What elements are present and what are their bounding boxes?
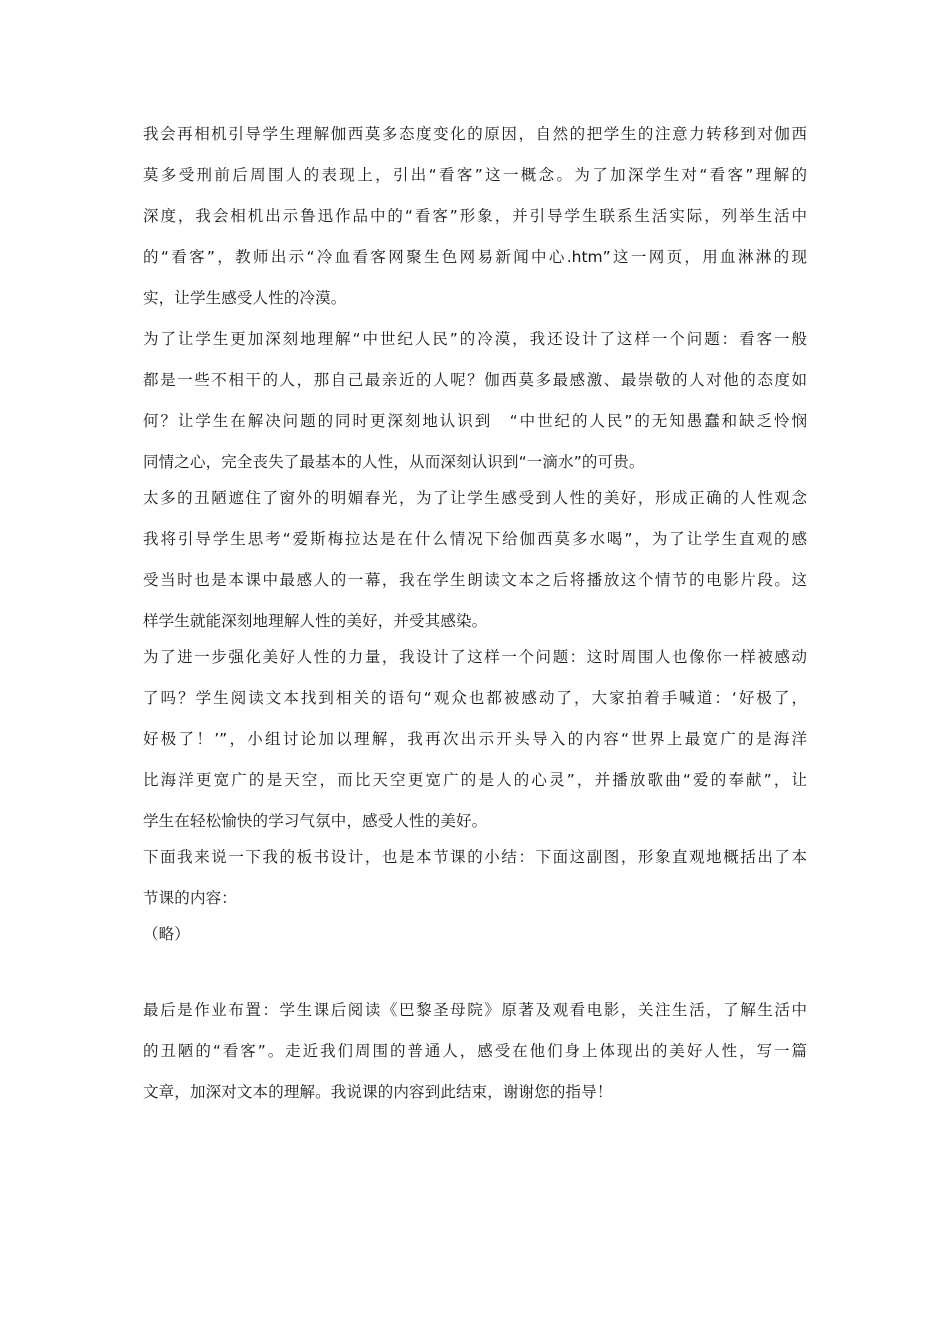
text-line: 节课的内容： xyxy=(143,889,237,907)
text-line: 最后是作业布置：学生课后阅读《巴黎圣母院》原著及观看电影，关注生活，了解生活中 xyxy=(143,1001,807,1019)
text-line: 何？让学生在解决问题的同时更深刻地认识到 “中世纪的人民”的无知愚蠢和缺乏怜悯 xyxy=(143,412,807,430)
text-line: 为了让学生更加深刻地理解“中世纪人民”的冷漠，我还设计了这样一个问题：看客一般 xyxy=(143,330,807,348)
text-line: 文章，加深对文本的理解。我说课的内容到此结束，谢谢您的指导！ xyxy=(143,1083,613,1101)
text-line: 莫多受刑前后周围人的表现上，引出“看客”这一概念。为了加深学生对“看客”理解的 xyxy=(143,166,807,184)
text-line: 为了进一步强化美好人性的力量，我设计了这样一个问题：这时周围人也像你一样被感动 xyxy=(143,648,807,666)
text-line: 深度，我会相机出示鲁迅作品中的“看客”形象，并引导学生联系生活实际，列举生活中 xyxy=(143,207,807,225)
text-line: 太多的丑陋遮住了窗外的明媚春光，为了让学生感受到人性的美好，形成正确的人性观念 xyxy=(143,489,807,507)
text-line: 我会再相机引导学生理解伽西莫多态度变化的原因，自然的把学生的注意力转移到对伽西 xyxy=(143,125,807,143)
text-line: 学生在轻松愉快的学习气氛中，感受人性的美好。 xyxy=(143,812,488,830)
text-line: 我将引导学生思考“爱斯梅拉达是在什么情况下给伽西莫多水喝”，为了让学生直观的感 xyxy=(143,530,807,548)
text-line: 下面我来说一下我的板书设计，也是本节课的小结：下面这副图，形象直观地概括出了本 xyxy=(143,848,807,866)
text-line: 实，让学生感受人性的冷漠。 xyxy=(143,289,347,307)
text-line: （略） xyxy=(143,925,190,943)
text-line: 的“看客”，教师出示“冷血看客网聚生色网易新闻中心.htm”这一网页，用血淋淋的现 xyxy=(143,248,807,266)
text-line: 好极了！’”，小组讨论加以理解，我再次出示开头导入的内容“世界上最宽广的是海洋 xyxy=(143,730,807,748)
text-line: 样学生就能深刻地理解人性的美好，并受其感染。 xyxy=(143,612,488,630)
text-line: 的丑陋的“看客”。走近我们周围的普通人，感受在他们身上体现出的美好人性，写一篇 xyxy=(143,1042,807,1060)
text-line: 了吗？学生阅读文本找到相关的语句“观众也都被感动了，大家拍着手喊道：‘好极了， xyxy=(143,689,807,707)
text-line: 受当时也是本课中最感人的一幕，我在学生朗读文本之后将播放这个情节的电影片段。这 xyxy=(143,571,807,589)
text-line: 同情之心，完全丧失了最基本的人性，从而深刻认识到“一滴水”的可贵。 xyxy=(143,453,645,471)
text-line: 都是一些不相干的人，那自己最亲近的人呢？伽西莫多最感激、最崇敬的人对他的态度如 xyxy=(143,371,807,389)
text-line: 比海洋更宽广的是天空，而比天空更宽广的是人的心灵”，并播放歌曲“爱的奉献”，让 xyxy=(143,771,807,789)
